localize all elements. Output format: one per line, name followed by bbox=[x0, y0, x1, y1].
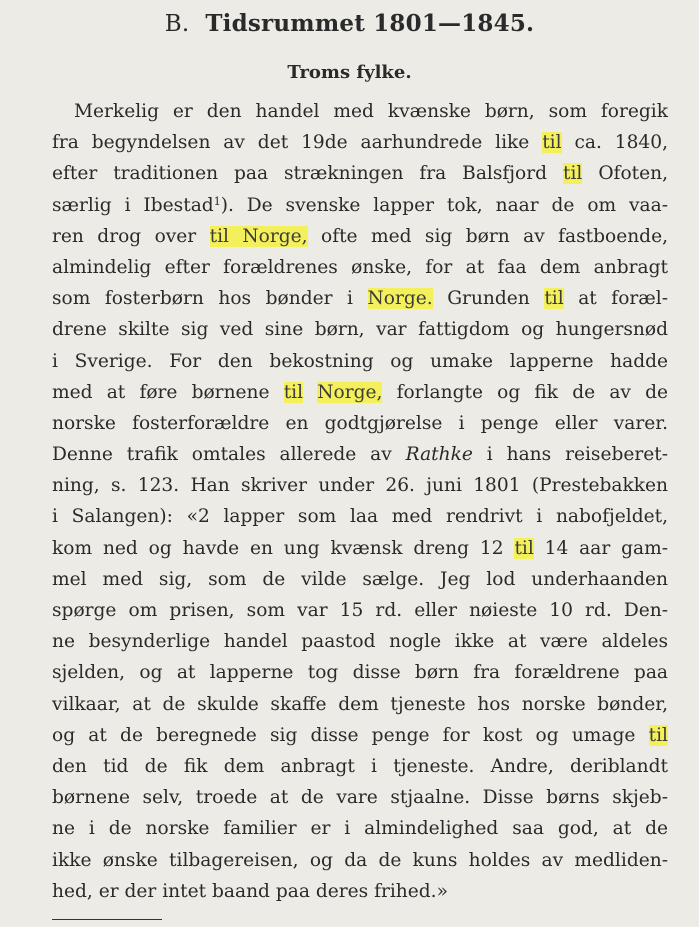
text-span: den tid de fik dem anbragt i tjeneste. Andre, deriblandt bbox=[52, 755, 668, 777]
text-line bbox=[52, 252, 668, 283]
text-span: kom ned og havde en ung kvænsk dreng 12 bbox=[52, 537, 515, 559]
text-line bbox=[52, 626, 668, 657]
text-line bbox=[52, 190, 668, 221]
text-span: fra begyndelsen av det 19de aarhundrede like bbox=[52, 132, 543, 154]
text-span: ofte med sig børn av fastboende, bbox=[307, 225, 669, 247]
text-span: i Salangen): «2 lapper som laa med rendrivt i nabofjeldet, bbox=[52, 506, 668, 528]
highlighted-word: til bbox=[542, 132, 562, 154]
text-span: Grunden bbox=[432, 288, 545, 310]
highlighted-word: til bbox=[648, 724, 668, 746]
text-line bbox=[52, 751, 668, 782]
text-span: almindelig efter forældrenes ønske, for at faa dem anbragt bbox=[52, 256, 668, 278]
text-span: ren drog over bbox=[52, 225, 210, 247]
text-span: ning, s. 123. Han skriver under 26. juni 1801 (Prestebakken bbox=[52, 475, 668, 497]
section-title: Tidsrummet 1801—1845. bbox=[205, 10, 535, 37]
text-line bbox=[52, 377, 668, 408]
text-line bbox=[52, 127, 668, 158]
text-line bbox=[52, 813, 668, 844]
body-paragraph bbox=[52, 96, 668, 907]
text-line bbox=[52, 720, 668, 751]
text-span: med at føre børnene bbox=[52, 381, 284, 403]
text-span: ne i de norske familier er i almindelighed saa god, at de bbox=[52, 818, 668, 840]
highlighted-word: til bbox=[514, 537, 534, 559]
text-span: spørge om prisen, som var 15 rd. eller nøieste 10 rd. Den- bbox=[52, 600, 668, 621]
text-span: Ofoten, bbox=[582, 163, 668, 185]
highlighted-word: til bbox=[563, 163, 583, 185]
text-span: børnene selv, troede at de vare stjaalne. Disse børns skjeb- bbox=[52, 787, 668, 809]
text-span bbox=[303, 382, 317, 403]
text-span: efter traditionen paa strækningen fra Balsfjord bbox=[52, 163, 563, 185]
highlighted-word: til Norge, bbox=[209, 225, 308, 247]
text-span: drene skilte sig ved sine børn, var fattigdom og hungersnød bbox=[52, 319, 668, 341]
text-span: vilkaar, at de skulde skaffe dem tjeneste hos norske bønder, bbox=[52, 693, 668, 715]
text-line bbox=[52, 283, 668, 314]
text-span: Denne trafik omtales allerede av bbox=[52, 444, 406, 466]
text-span: forlangte og fik de av de bbox=[382, 381, 668, 403]
text-span: ne besynderlige handel paastod nogle ikke at være aldeles bbox=[52, 631, 668, 653]
text-span: ikke ønske tilbagereisen, og da de kuns holdes av medliden- bbox=[52, 849, 668, 871]
text-span: 14 aar gam- bbox=[533, 537, 668, 559]
text-line bbox=[52, 408, 668, 439]
text-line bbox=[52, 689, 668, 720]
text-line bbox=[52, 439, 668, 470]
text-line bbox=[52, 782, 668, 813]
text-line bbox=[52, 501, 668, 532]
text-span: norske fosterforældre en godtgjørelse i penge eller varer. bbox=[52, 412, 668, 434]
footnote-marker: 1 bbox=[213, 194, 221, 208]
text-span: Merkelig er den handel med kvænske børn, som foregik bbox=[74, 101, 668, 122]
text-span: at foræl- bbox=[563, 288, 668, 310]
text-span: som fosterbørn hos bønder i bbox=[52, 288, 368, 310]
text-line bbox=[52, 314, 668, 345]
text-line bbox=[52, 221, 668, 252]
section-subtitle: Troms fylke. bbox=[287, 62, 412, 83]
text-line bbox=[52, 158, 668, 189]
text-line bbox=[52, 876, 668, 907]
text-line bbox=[52, 657, 668, 688]
text-line bbox=[52, 470, 668, 501]
footnote-divider bbox=[52, 919, 162, 920]
text-span: hed, er der intet baand paa deres frihed.» bbox=[52, 880, 448, 902]
text-line bbox=[52, 845, 668, 876]
highlighted-word: til bbox=[544, 288, 564, 310]
highlighted-word: Norge. bbox=[367, 288, 433, 310]
author-name: Rathke bbox=[405, 444, 473, 466]
text-line bbox=[52, 564, 668, 595]
text-line bbox=[52, 595, 668, 626]
text-span: i Sverige. For den bekostning og umake lapperne hadde bbox=[52, 350, 668, 372]
text-span: i hans reiseberet- bbox=[472, 444, 669, 466]
text-span: særlig i Ibestad bbox=[52, 194, 214, 216]
page-heading bbox=[0, 10, 699, 37]
highlighted-word: til bbox=[283, 381, 304, 403]
text-line bbox=[52, 346, 668, 377]
highlighted-word: Norge, bbox=[317, 381, 383, 403]
section-letter: B. bbox=[164, 11, 190, 37]
text-span: og at de beregnede sig disse penge for kost og umage bbox=[52, 724, 649, 746]
text-span: sjelden, og at lapperne tog disse børn fra forældrene paa bbox=[52, 662, 668, 684]
text-span: ). De svenske lapper tok, naar de om vaa- bbox=[220, 194, 668, 216]
text-span: ca. 1840, bbox=[561, 132, 668, 154]
text-line bbox=[52, 96, 668, 127]
text-span: mel med sig, som de vilde sælge. Jeg lod underhaanden bbox=[52, 568, 668, 590]
text-line bbox=[52, 533, 668, 564]
